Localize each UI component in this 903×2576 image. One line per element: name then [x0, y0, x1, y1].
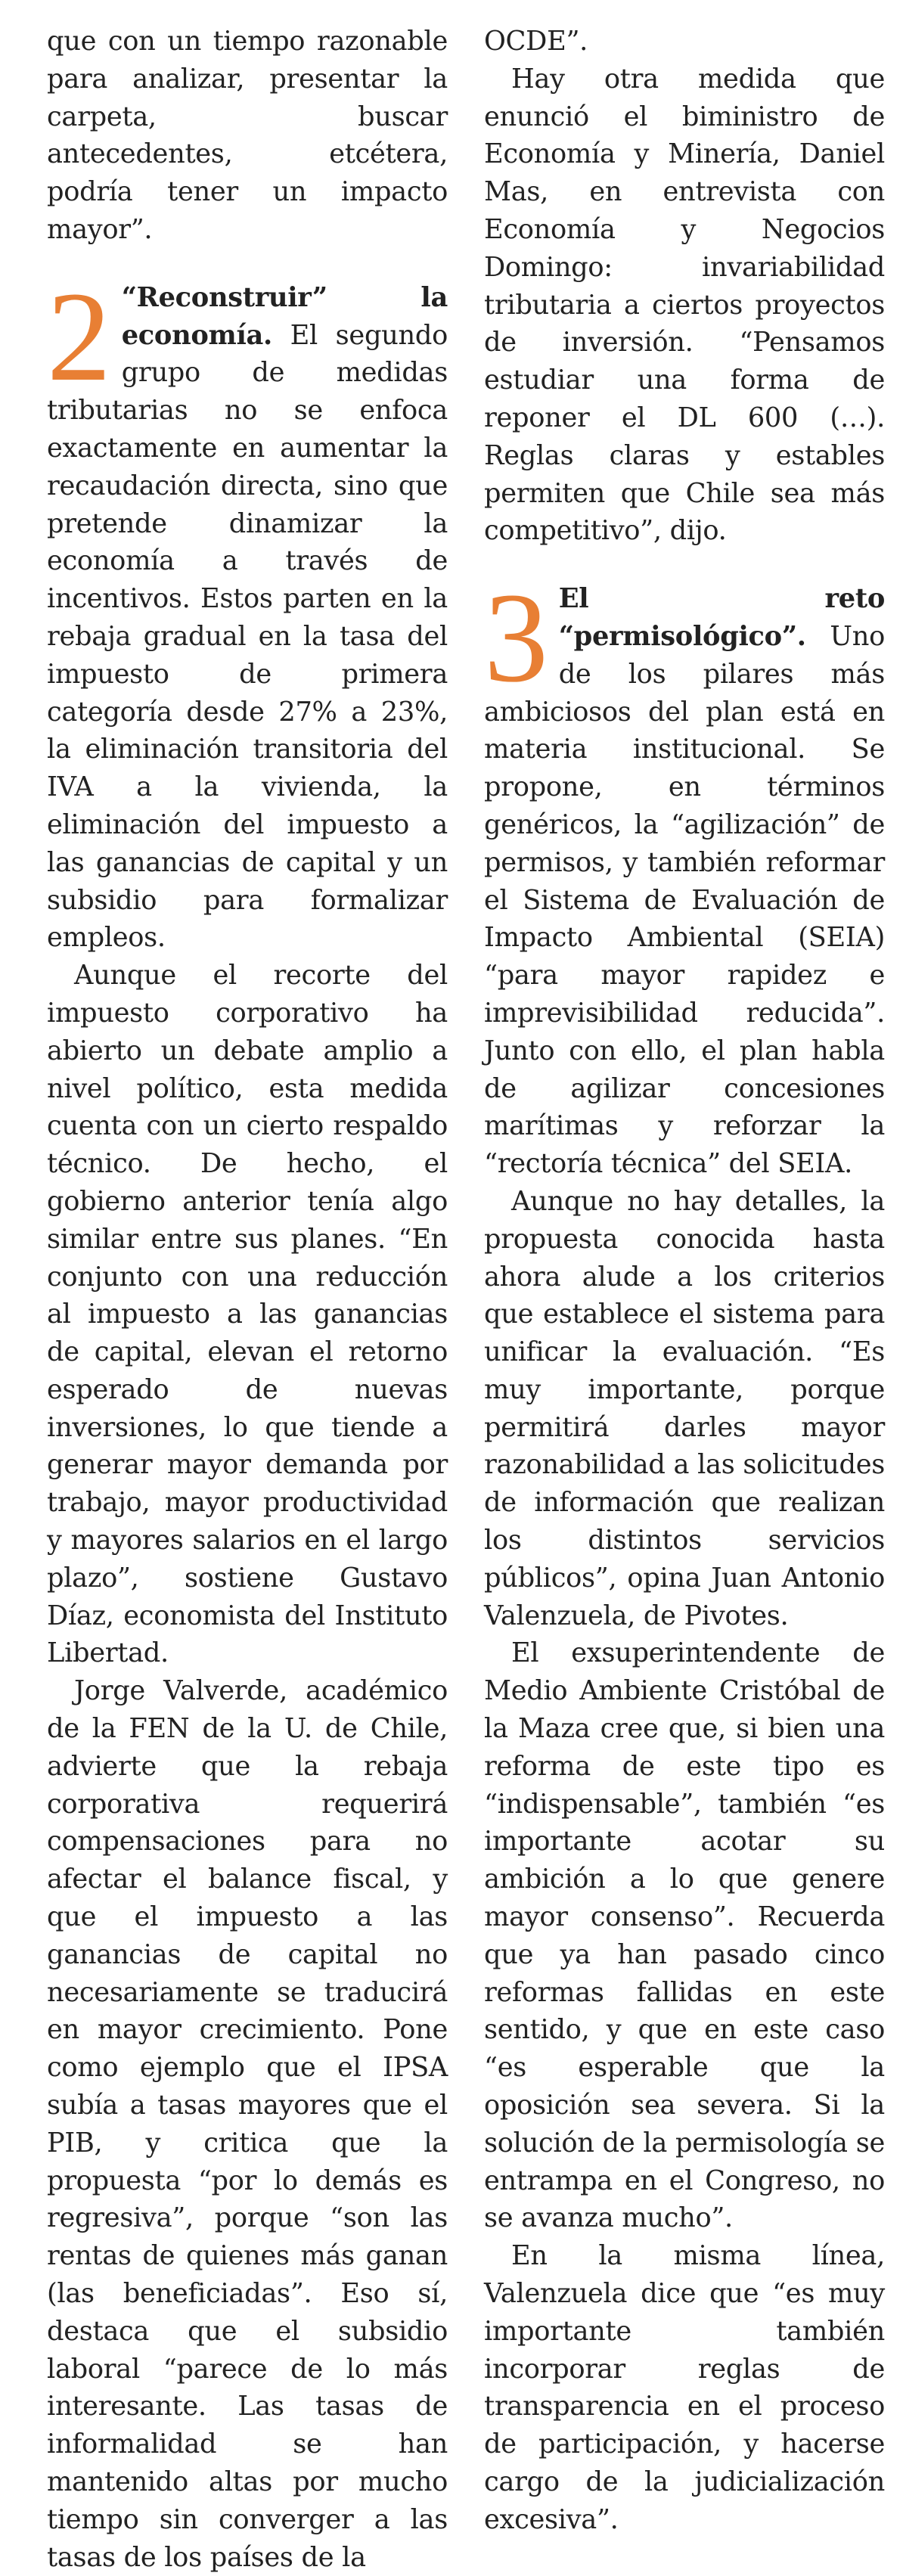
left-paragraph-3: Jorge Valverde, académico de la FEN de la U. de Chile, advierte que la rebaja corporativa requerirá compensaciones para no afectar el balance fiscal, y que el impuesto a las ganancias de capital no necesariamente se traducirá en mayor crecimiento. Pone como ejemplo que el IPSA subía a tasas mayores que el PIB, y critica que la propuesta “por lo demás es regresiva”, porque “son las rentas de quienes más ganan (las beneficiadas”. Eso sí, destaca que el subsidio laboral “parece de lo más interesante. Las tasas de informalidad se han mantenido altas por mucho tiempo sin converger a las tasas de los países de la	[47, 1675, 448, 2573]
intro-paragraph: que con un tiempo razonable para analizar, presentar la carpeta, buscar antecedentes, etcétera, podría tener un impacto mayor”.	[47, 26, 448, 245]
section-2-number: 2	[47, 265, 111, 408]
section-2-text: El segundo grupo de medidas tributarias no se enfoca exactamente en aumentar la recaudación directa, sino que pretende dinamizar la economía a través de incentivos. Estos parten en la rebaja gradual en la tasa del impuesto de primera categoría desde 27% a 23%, la eliminación transitoria del IVA a la vivienda, la eliminación del impuesto a las ganancias de capital y un subsidio para formalizar empleos.	[47, 319, 448, 954]
right-paragraph-4: En la misma línea, Valenzuela dice que “es muy importante también incorporar reglas de transparencia en el proceso de participación, y hacerse cargo de la judicialización excesiva”.	[484, 2240, 885, 2535]
right-column	[484, 23, 885, 2539]
section-3	[484, 566, 885, 1183]
right-paragraph-3: El exsuperintendente de Medio Ambiente Cristóbal de la Maza cree que, si bien una reforma de este tipo es “indispensable”, también “es importante acotar su ambición a lo que genere mayor consenso”. Recuerda que ya han pasado cinco reformas fallidas en este sentido, y que en este caso “es esperable que la oposición sea severa. Si la solución de la permisología se entrampa en el Congreso, no se avanza mucho”.	[484, 1637, 885, 2234]
section-3-number: 3	[484, 566, 548, 709]
section-2	[47, 265, 448, 957]
right-paragraph-1: Hay otra medida que enunció el biministro de Economía y Minería, Daniel Mas, en entrevista con Economía y Negocios Domingo: invariabilidad tributaria a ciertos proyectos de inversión. “Pensamos estudiar una forma de reponer el DL 600 (…). Reglas claras y estables permiten que Chile sea más competitivo”, dijo.	[484, 63, 885, 547]
section-3-text: Uno de los pilares más ambiciosos del plan está en materia institucional. Se propone, en términos genéricos, la “agilización” de permisos, y también reformar el Sistema de Evaluación de Impacto Ambiental (SEIA) “para mayor rapidez e imprevisibilidad reducida”. Junto con ello, el plan habla de agilizar concesiones marítimas y reforzar la “rectoría técnica” del SEIA.	[484, 620, 885, 1180]
continuation-text: OCDE”.	[484, 26, 588, 57]
left-paragraph-2: Aunque el recorte del impuesto corporativo ha abierto un debate amplio a nivel político, esta medida cuenta con un cierto respaldo técnico. De hecho, el gobierno anterior tenía algo similar entre sus planes. “En conjunto con una reducción al impuesto a las ganancias de capital, elevan el retorno esperado de nuevas inversiones, lo que tiende a generar mayor demanda por trabajo, mayor productividad y mayores salarios en el largo plazo”, sostiene Gustavo Díaz, economista del Instituto Libertad.	[47, 960, 448, 1669]
section-2-title: “Reconstruir” la economía.	[121, 281, 448, 351]
right-paragraph-2: Aunque no hay detalles, la propuesta conocida hasta ahora alude a los criterios que establece el sistema para unificar la evaluación. “Es muy importante, porque permitirá darles mayor razonabilidad a las solicitudes de información que realizan los distintos servicios públicos”, opina Juan Antonio Valenzuela, de Pivotes.	[484, 1185, 885, 1631]
left-column	[47, 23, 448, 2576]
section-3-title: El reto “permisológico”.	[558, 583, 885, 652]
